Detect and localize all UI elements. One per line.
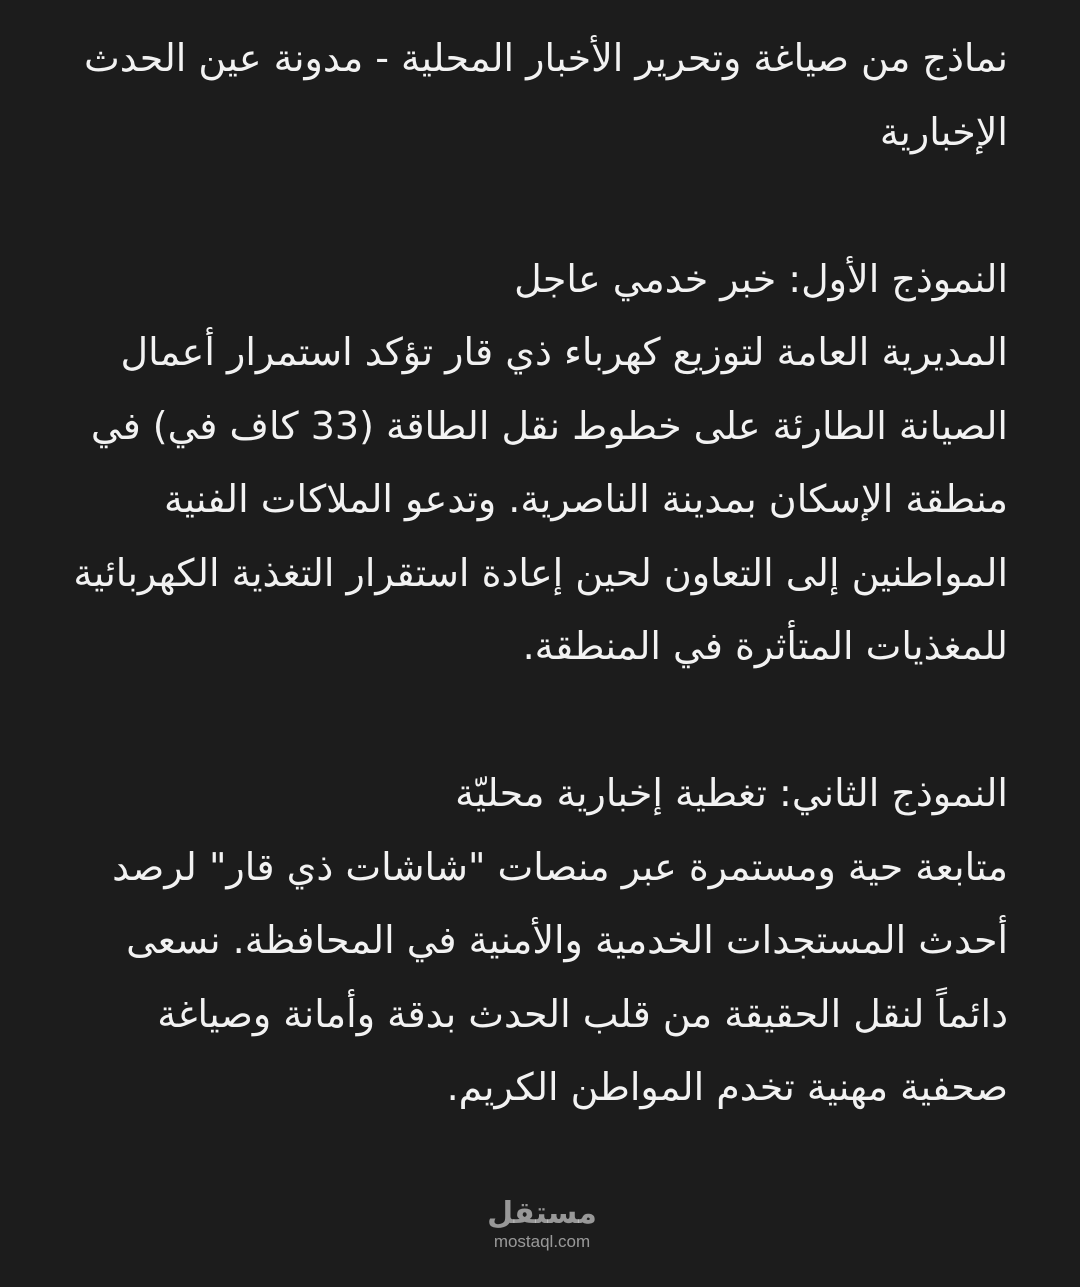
note-text-area[interactable] bbox=[73, 22, 1008, 1125]
model1-body: المديرية العامة لتوزيع كهرباء ذي قار تؤكد استمرار أعمال الصيانة الطارئة على خطوط نقل الطاقة (33 كاف في) في منطقة الإسكان بمدينة الناصرية. وتدعو الملاكات الفنية المواطنين إلى التعاون لحين إعادة استقرار التغذية الكهربائية للمغذيات المتأثرة في المنطقة. bbox=[73, 330, 1008, 668]
model2-body: متابعة حية ومستمرة عبر منصات "شاشات ذي قار" لرصد أحدث المستجدات الخدمية والأمنية في المحافظة. نسعى دائماً لنقل الحقيقة من قلب الحدث بدقة وأمانة وصياغة صحفية مهنية تخدم المواطن الكريم. bbox=[112, 844, 1008, 1109]
watermark-logo-arabic: مستقل bbox=[487, 1196, 597, 1231]
blank-line bbox=[73, 169, 1008, 243]
note-title: نماذج من صياغة وتحرير الأخبار المحلية - مدونة عين الحدث الإخبارية bbox=[83, 36, 1008, 154]
mostaql-watermark bbox=[472, 1196, 612, 1252]
model1-heading: النموذج الأول: خبر خدمي عاجل bbox=[514, 256, 1008, 301]
model2-heading: النموذج الثاني: تغطية إخبارية محليّة bbox=[455, 771, 1008, 815]
watermark-logo-url: mostaql.com bbox=[493, 1232, 591, 1251]
blank-line bbox=[73, 684, 1008, 758]
